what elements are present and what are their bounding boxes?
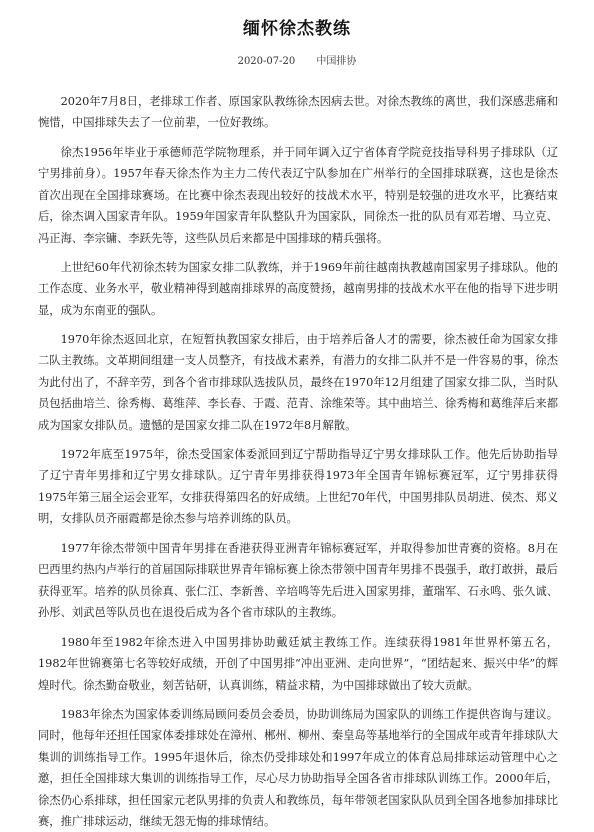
paragraph-4: 1970年徐杰返回北京，在短暂执教国家女排后，由于培养后备人才的需要，徐杰被任命为国家女排二队主教练。文革期间组建一支人员整齐，有技战术素养，有潜力的女排二队并不是一件容易的事，徐杰为此付出了，不辞辛劳，到各个省市排球队选拔队员，最终在1970年12月组建了国家女排二队，当时队员包括曲培兰、徐秀梅、葛维萍、李长春、于霞、范青、涂维荣等。其中曲培兰、徐秀梅和葛维萍后来都成为国家女排队员。遗憾的是国家女排二队在1972年8月解散。: [38, 333, 558, 432]
article-title: 缅怀徐杰教练: [243, 19, 351, 39]
publish-date: 2020-07-20: [237, 56, 296, 67]
paragraph-3: 上世纪60年代初徐杰转为国家女排二队教练，并于1969年前往越南执教越南国家男子排球队。他的工作态度、业务水平，敬业精神得到越南排球界的高度赞扬，越南男排的技战术水平在他的指导下进步明显，成为东南亚的强队。: [38, 261, 558, 317]
article-meta: [0, 52, 594, 67]
article-source: 中国排协: [316, 56, 357, 67]
paragraph-1: 2020年7月8日，老排球工作者、原国家队教练徐杰因病去世。对徐杰教练的离世，我们深感悲痛和惋惜，中国排球失去了一位前辈，一位好教练。: [38, 95, 558, 130]
paragraph-6: 1977年徐杰带领中国青年男排在香港获得亚洲青年锦标赛冠军，并取得参加世青赛的资格。8月在巴西里约热内卢举行的首届国际排联世界青年锦标赛上徐杰带领中国青年男排不畏强手，敢打敢拼，最后获得亚军。培养的队员徐真、张仁江、李新善、辛培鸣等先后进入国家男排，董瑞军、石永鸣、张久诚、孙彤、刘武邑等队员也在退役后成为各个省市球队的主教练。: [38, 542, 558, 620]
paragraph-2: 徐杰1956年毕业于承德师范学院物理系，并于同年调入辽宁省体育学院竞技指导科男子排球队（辽宁男排前身）。1957年春天徐杰作为主力二传代表辽宁队参加在广州举行的全国排球联赛，这也是徐杰首次出现在全国排球赛场。在比赛中徐杰表现出较好的技战术水平，特别是较强的进攻水平，比赛结束后，徐杰调入国家青年队。1959年国家青年队整队升为国家队，同徐杰一批的队员有邓若增、马立克、冯正海、李宗镛、李跃先等，这些队员后来都是中国排球的精兵强将。: [38, 146, 558, 245]
paragraph-8: 1983年徐杰为国家体委训练局顾问委员会委员，协助训练局为国家队的训练工作提供咨询与建议。同时，他每年还担任国家体委排球处在漳州、郴州、柳州、秦皇岛等基地举行的全国成年或青年排球队大集训的训练指导工作。1995年退休后，徐杰仍受排球处和1997年成立的体育总局排球运动管理中心之邀，担任全国排球大集训的训练指导工作，尽心尽力协助指导全国各省市排球队训练工作。2000年后，徐杰仍心系排球，担任国家元老队男排的负责人和教练员，每年带领老国家队队员到全国各地参加排球比赛，推广排球运动，继续无怨无悔的排球情结。: [38, 708, 558, 829]
paragraph-7: 1980年至1982年徐杰进入中国男排协助戴廷斌主教练工作。连续获得1981年世界杯第五名，1982年世锦赛第七名等较好成绩，开创了中国男排“冲出亚洲、走向世界”，“团结起来、振兴中华”的辉煌时代。徐杰勤奋敬业，刻苦钻研，认真训练，精益求精，为中国排球做出了较大贡献。: [38, 636, 558, 692]
paragraph-5: 1972年底至1975年，徐杰受国家体委派回到辽宁帮助指导辽宁男女排球队工作。他先后协助指导了辽宁青年男排和辽宁男女排球队。辽宁青年男排获得1973年全国青年锦标赛冠军，辽宁男排获得1975年第三届全运会亚军，女排获得第四名的好成绩。上世纪70年代，中国男排队员胡进、侯杰、郑义明，女排队员齐丽霞都是徐杰参与培养训练的队员。: [38, 448, 558, 526]
